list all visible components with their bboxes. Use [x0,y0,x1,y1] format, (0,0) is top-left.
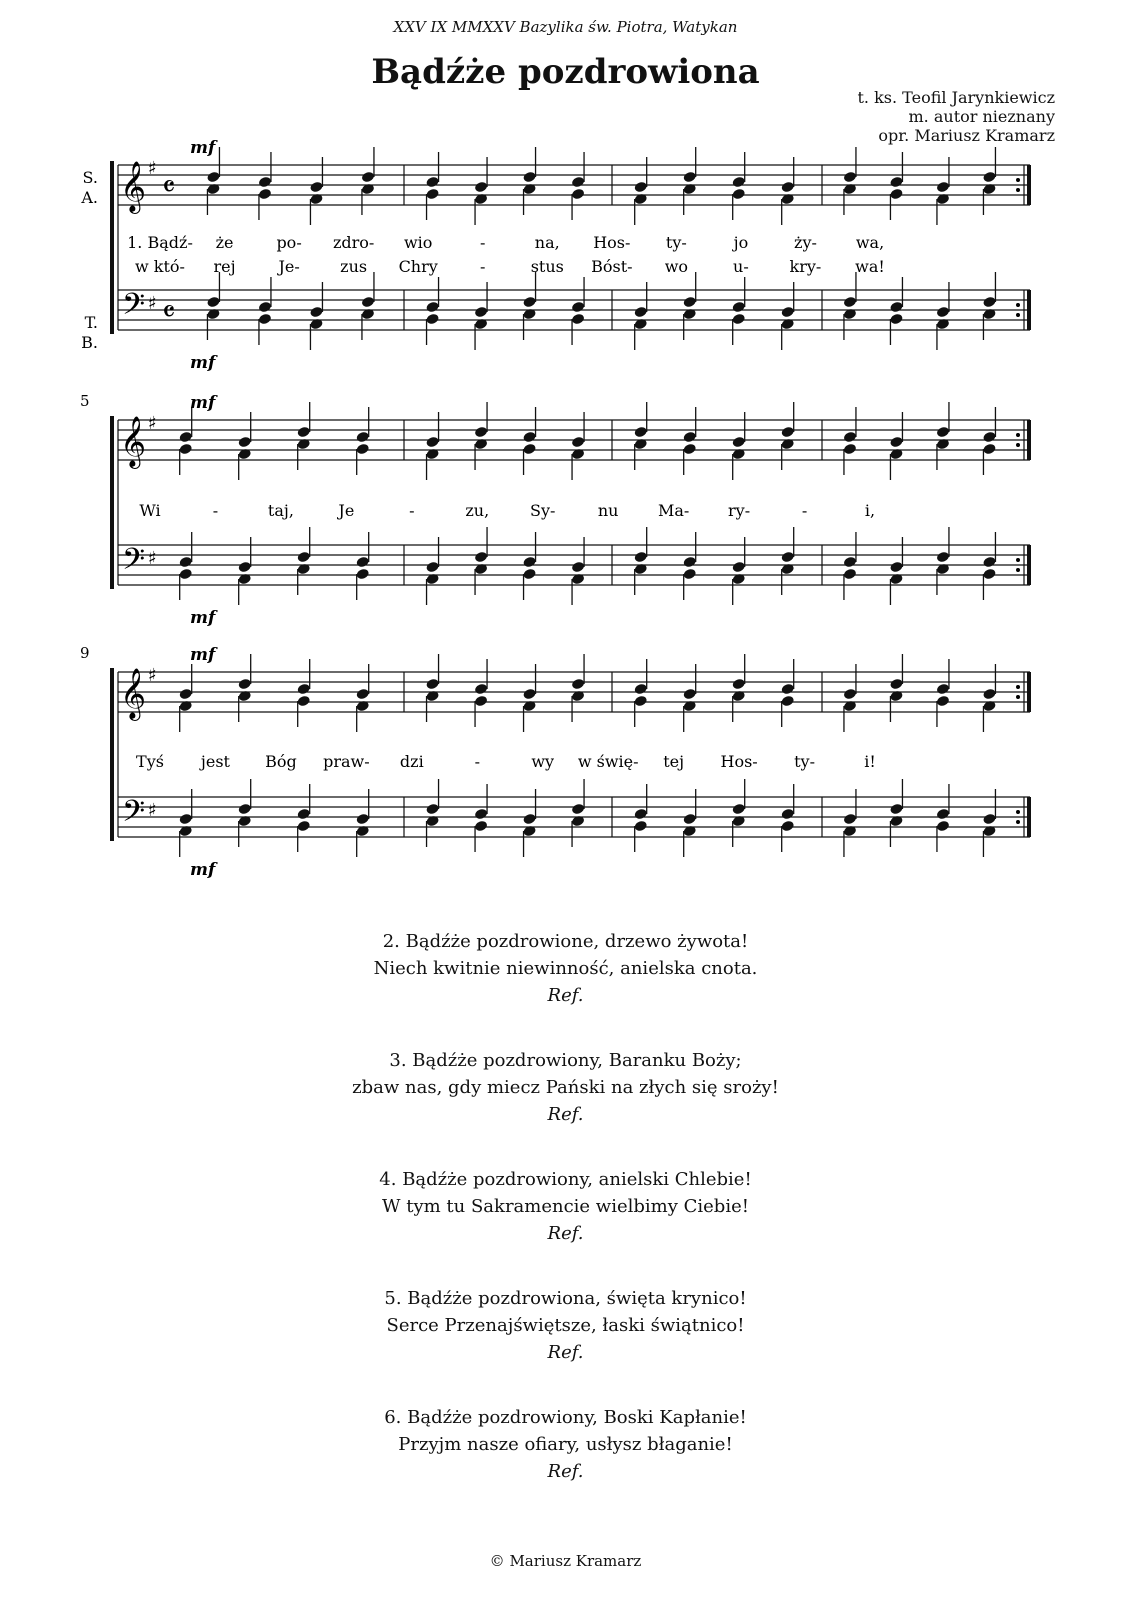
note-head [425,436,439,449]
verse-line: Serce Przenajświętsze, łaski świątnico! [386,1315,745,1336]
lyric-syllable: Hos- [593,233,631,252]
repeat-dot [1016,558,1020,562]
lyric-syllable: nu [597,501,619,520]
note-head [732,436,746,449]
note-head [522,556,536,569]
dynamic-marking: mf [190,138,216,158]
repeat-dot [1016,443,1020,447]
note-head [179,688,193,701]
lyric-syllable: 1. Bądź- [127,233,193,252]
note-head [732,188,746,201]
note-head [889,678,903,691]
note-head [982,813,996,826]
credit-composer: m. autor nieznany [908,107,1055,126]
verse-line: 5. Bądźże pozdrowiona, święta krynico! [384,1288,747,1309]
barline-thick [1027,290,1031,330]
note-head [683,688,697,701]
verse-line: Niech kwitnie niewinność, anielska cnota. [373,958,758,979]
note-head [179,431,193,444]
note-head [356,568,370,581]
note-head [297,426,311,439]
credit-lyricist: t. ks. Teofil Jarynkiewicz [857,88,1055,107]
lyric-syllable: w świę- [577,752,639,771]
lyric-syllable: że [215,233,234,252]
lyric-syllable: - [212,501,219,520]
note-head [425,678,439,691]
note-head [474,306,488,319]
note-head [889,313,903,326]
lyric-syllable: ty- [665,233,687,252]
verses [0,928,1131,1523]
note-head [982,171,996,184]
note-head [732,176,746,189]
note-head [843,443,857,456]
staff-label: T. [84,313,98,332]
note-head [634,820,648,833]
refrain-marker: Ref. [547,1104,584,1125]
lyric-syllable: Tyś [136,752,164,771]
lyric-syllable: - [474,752,480,771]
note-head [936,426,950,439]
event-note: XXV IX MMXXV Bazylika św. Piotra, Watykan [393,18,738,36]
staff-label: B. [81,333,98,352]
lyric-syllable: ry- [728,501,751,520]
note-head [425,301,439,314]
lyric-syllable: kry- [789,257,822,276]
treble-clef-icon: 𝄞 [120,416,147,467]
note-head [309,181,323,194]
repeat-dot [1016,188,1020,192]
note-head [781,551,795,564]
lyric-syllable: Sy- [530,501,556,520]
lyric-syllable: wa! [855,257,885,276]
note-head [179,556,193,569]
treble-clef-icon: 𝄞 [120,161,147,212]
barline-thick [1027,797,1031,837]
note-head [425,188,439,201]
note-head [238,803,252,816]
note-head [356,813,370,826]
note-head [571,301,585,314]
refrain-marker: Ref. [547,1223,584,1244]
note-head [982,556,996,569]
note-head [258,188,272,201]
note-head [238,678,252,691]
note-head [982,296,996,309]
lyric-syllable: i, [864,501,876,520]
lyric-syllable: tej [663,752,685,771]
lyric-syllable: ży- [794,233,817,252]
lyric-syllable: praw- [323,752,370,771]
repeat-dot [1016,313,1020,317]
note-head [936,551,950,564]
note-head [309,306,323,319]
staff-label: A. [81,188,98,207]
lyric-syllable: Wi [139,501,161,520]
note-head [571,313,585,326]
note-head [843,688,857,701]
note-head [683,296,697,309]
repeat-dot [1016,695,1020,699]
note-head [179,813,193,826]
note-head [982,688,996,701]
lyric-syllable: Bóst- [591,257,633,276]
note-head [889,301,903,314]
verse-line: 4. Bądźże pozdrowiony, anielski Chlebie! [379,1169,752,1190]
sharp-icon: ♯ [148,413,157,434]
note-head [781,306,795,319]
note-head [522,688,536,701]
note-head [297,695,311,708]
note-head [425,176,439,189]
note-head [634,683,648,696]
note-head [889,188,903,201]
lyric-syllable: zdro- [332,233,375,252]
verse-3 [0,1047,1131,1128]
lyric-syllable: ty- [794,752,815,771]
lyric-syllable: zu, [465,501,490,520]
note-head [425,803,439,816]
note-head [356,688,370,701]
note-head [474,820,488,833]
bass-clef-icon: 𝄢 [122,543,146,584]
lyric-syllable: zus [340,257,368,276]
note-head [889,176,903,189]
repeat-dot [1016,433,1020,437]
lyric-syllable: - [480,257,486,276]
note-head [982,431,996,444]
note-head [474,683,488,696]
lyric-syllable: u- [733,257,749,276]
lyric-syllable: rej [213,257,236,276]
note-head [843,568,857,581]
note-head [206,171,220,184]
repeat-dot [1016,178,1020,182]
repeat-dot [1016,820,1020,824]
treble-clef-icon: 𝄞 [120,668,147,719]
lyric-syllable: - [801,501,808,520]
sharp-icon: ♯ [148,548,157,569]
note-head [571,803,585,816]
note-head [297,820,311,833]
song-title: Bądźże pozdrowiona [371,52,760,92]
repeat-dot [1016,303,1020,307]
verse-4 [0,1166,1131,1247]
note-head [474,695,488,708]
note-head [843,813,857,826]
dynamic-marking: mf [190,645,216,665]
verse-5 [0,1285,1131,1366]
note-head [936,683,950,696]
note-head [474,808,488,821]
measure-number: 9 [80,644,90,662]
note-head [179,568,193,581]
note-head [571,678,585,691]
note-head [522,813,536,826]
sharp-icon: ♯ [148,158,157,179]
lyric-syllable: Je [338,501,355,520]
note-head [889,436,903,449]
lyric-syllable: wa, [855,233,885,252]
note-head [238,436,252,449]
note-head [936,181,950,194]
lyric-syllable: i! [864,752,876,771]
note-head [889,803,903,816]
note-head [732,561,746,574]
lyric-syllable: wo [664,257,689,276]
lyric-syllable: Ma- [657,501,690,520]
note-head [683,568,697,581]
note-head [238,561,252,574]
note-head [982,568,996,581]
barline-thick [1027,165,1031,205]
note-head [356,443,370,456]
note-head [522,431,536,444]
note-head [258,313,272,326]
lyric-syllable: Hos- [720,752,758,771]
note-head [474,551,488,564]
note-head [474,426,488,439]
note-head [781,683,795,696]
bass-clef-icon: 𝄢 [122,288,146,329]
common-time-icon: 𝄴 [162,295,176,330]
note-head [571,561,585,574]
note-head [571,176,585,189]
dynamic-marking: mf [190,860,216,880]
note-head [781,808,795,821]
note-head [522,171,536,184]
verse-6 [0,1404,1131,1485]
lyric-syllable: Je- [278,257,300,276]
note-head [634,551,648,564]
common-time-icon: 𝄴 [162,170,176,205]
measure-number: 5 [80,392,90,410]
note-head [258,176,272,189]
note-head [361,171,375,184]
note-head [683,813,697,826]
lyric-syllable: w któ- [135,257,185,276]
refrain-marker: Ref. [547,985,584,1006]
repeat-dot [1016,568,1020,572]
sharp-icon: ♯ [148,293,157,314]
sharp-icon: ♯ [148,665,157,686]
barline-thick [1027,672,1031,712]
note-head [425,313,439,326]
note-head [297,808,311,821]
verse-line: 2. Bądźże pozdrowione, drzewo żywota! [382,931,749,952]
lyric-syllable: Chry [398,257,438,276]
note-head [571,436,585,449]
barline-thick [1027,420,1031,460]
note-head [982,443,996,456]
note-head [634,426,648,439]
note-head [732,301,746,314]
lyric-syllable: - [409,501,415,520]
note-head [522,443,536,456]
barline-thick [1027,545,1031,585]
dynamic-marking: mf [190,393,216,413]
note-head [936,820,950,833]
credit-arranger: opr. Mariusz Kramarz [878,126,1055,145]
note-head [732,313,746,326]
bass-clef-icon: 𝄢 [122,795,146,836]
lyric-syllable: na, [534,233,560,252]
note-head [356,556,370,569]
note-head [781,695,795,708]
verse-line: 3. Bądźże pozdrowiony, Baranku Boży; [389,1050,742,1071]
sharp-icon: ♯ [148,800,157,821]
note-head [258,301,272,314]
note-head [936,306,950,319]
note-head [297,551,311,564]
note-head [206,296,220,309]
note-head [781,820,795,833]
note-head [522,568,536,581]
note-head [634,181,648,194]
lyric-syllable: - [480,233,486,252]
lyric-syllable: Bóg [265,752,297,771]
verse-line: 6. Bądźże pozdrowiony, Boski Kapłanie! [384,1407,747,1428]
dynamic-marking: mf [190,353,216,373]
repeat-dot [1016,685,1020,689]
note-head [683,431,697,444]
lyric-syllable: stus [530,257,564,276]
verse-2 [0,928,1131,1009]
verse-line: W tym tu Sakramencie wielbimy Ciebie! [382,1196,749,1217]
note-head [843,431,857,444]
lyric-syllable: wy [531,752,555,771]
note-head [361,296,375,309]
lyric-syllable: wio [403,233,433,252]
note-head [474,181,488,194]
refrain-marker: Ref. [547,1461,584,1482]
note-head [843,171,857,184]
repeat-dot [1016,810,1020,814]
note-head [732,678,746,691]
staff-label: S. [82,168,98,187]
note-head [356,431,370,444]
lyric-syllable: taj, [267,501,294,520]
note-head [683,171,697,184]
note-head [843,296,857,309]
note-head [522,296,536,309]
note-head [179,443,193,456]
note-head [634,306,648,319]
note-head [297,683,311,696]
note-head [732,803,746,816]
note-head [936,695,950,708]
verse-line: zbaw nas, gdy miecz Pański na złych się sroży! [352,1077,779,1098]
note-head [683,556,697,569]
note-head [634,808,648,821]
note-head [781,426,795,439]
note-head [936,808,950,821]
note-head [634,695,648,708]
note-head [683,443,697,456]
verse-line: Przyjm nasze ofiary, usłysz błaganie! [398,1434,733,1455]
lyric-syllable: jest [200,752,230,771]
copyright: © Mariusz Kramarz [489,1552,642,1570]
note-head [781,181,795,194]
refrain-marker: Ref. [547,1342,584,1363]
lyric-syllable: dzi [399,752,424,771]
dynamic-marking: mf [190,608,216,628]
note-head [889,561,903,574]
note-head [571,188,585,201]
lyric-syllable: po- [276,233,302,252]
note-head [843,556,857,569]
note-head [425,561,439,574]
lyric-syllable: jo [733,233,749,252]
